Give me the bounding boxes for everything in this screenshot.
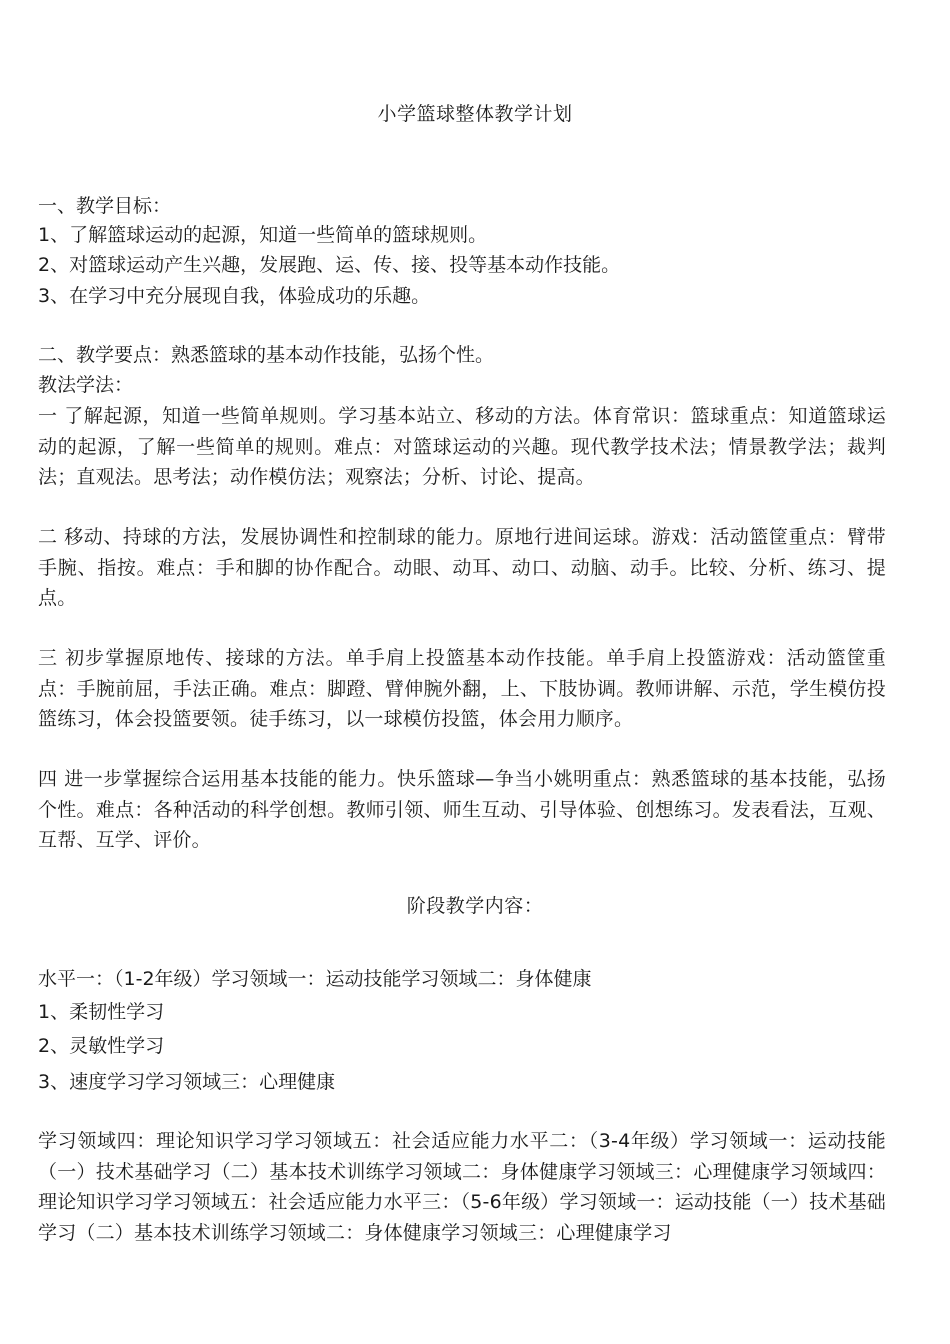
methods-label: 教法学法： bbox=[38, 374, 134, 396]
section2-heading: 二、教学要点：熟悉篮球的基本动作技能，弘扬个性。 bbox=[38, 344, 495, 366]
method-paragraph-1: 一 了解起源，知道一些简单规则。学习基本站立、移动的方法。体育常识：篮球重点：知道篮球运动的起源，了解一些简单的规则。难点：对篮球运动的兴趣。现代教学技术法；情景教学法；裁判法；直观法。思考法；动作模仿法；观察法；分析、讨论、提高。 bbox=[38, 405, 886, 488]
goal-item-1: 1、了解篮球运动的起源，知道一些简单的篮球规则。 bbox=[38, 224, 488, 246]
method-paragraph-2: 二 移动、持球的方法，发展协调性和控制球的能力。原地行进间运球。游戏：活动篮筐重点：臂带手腕、指按。难点：手和脚的协作配合。动眼、动耳、动口、动脑、动手。比较、分析、练习、提点。 bbox=[38, 526, 886, 609]
document-title: 小学篮球整体教学计划 bbox=[377, 103, 573, 125]
goal-item-2: 2、对篮球运动产生兴趣，发展跑、运、传、接、投等基本动作技能。 bbox=[38, 254, 621, 276]
stage-item-1: 1、柔韧性学习 bbox=[38, 1001, 165, 1023]
stage-paragraph: 学习领域四：理论知识学习学习领域五：社会适应能力水平二：（3-4年级）学习领域一：运动技能（一）技术基础学习（二）基本技术训练学习领域二：身体健康学习领域三：心理健康学习领域四：理论知识学习学习领域五：社会适应能力水平三：（5-6年级）学习领域一：运动技能（一）技术基础学习（二）基本技术训练学习领域二：身体健康学习领域三：心理健康学习 bbox=[38, 1130, 886, 1244]
stage-item-2: 2、灵敏性学习 bbox=[38, 1035, 165, 1057]
stage-item-3: 3、速度学习学习领域三：心理健康 bbox=[38, 1071, 336, 1093]
method-paragraph-4: 四 进一步掌握综合运用基本技能的能力。快乐篮球—争当小姚明重点：熟悉篮球的基本技能，弘扬个性。难点：各种活动的科学创想。教师引领、师生互动、引导体验、创想练习。发表看法，互观、互帮、互学、评价。 bbox=[38, 768, 886, 851]
section1-heading: 一、教学目标： bbox=[38, 195, 172, 217]
goal-item-3: 3、在学习中充分展现自我，体验成功的乐趣。 bbox=[38, 285, 431, 307]
level1-line: 水平一：（1-2年级）学习领域一：运动技能学习领域二：身体健康 bbox=[38, 968, 592, 990]
stage-heading: 阶段教学内容： bbox=[406, 895, 544, 917]
method-paragraph-3: 三 初步掌握原地传、接球的方法。单手肩上投篮基本动作技能。单手肩上投篮游戏：活动篮筐重点：手腕前屈，手法正确。难点：脚蹬、臂伸腕外翻，上、下肢协调。教师讲解、示范，学生模仿投篮练习，体会投篮要领。徒手练习，以一球模仿投篮，体会用力顺序。 bbox=[38, 647, 886, 730]
